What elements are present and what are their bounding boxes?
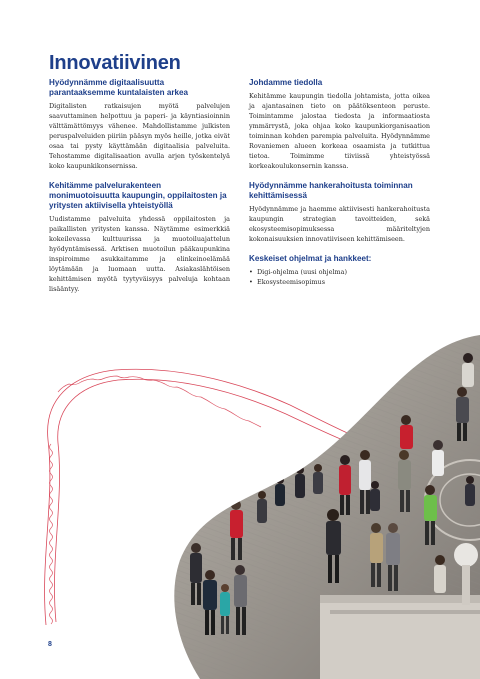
bullet-icon: • xyxy=(249,268,253,276)
list-item-text: Digi-ohjelma (uusi ohjelma) xyxy=(257,268,348,276)
section-body-project-funding: Hyödynnämme ja haemme aktiivisesti hankerahoitusta kaupungin strategian tavoitteiden, sekä ekosysteemisopimuksessa määriteltyjen kokonaisuuksien innovatiiviseen kehittämiseen. xyxy=(249,205,430,243)
section-body-service-structure: Uudistamme palveluita yhdessä oppilaitosten ja paikallisten yritysten kanssa. Näytämme esimerkkiä kokeilevassa kulttuurissa ja muotoiluajattelun hyödyntämisessä. Arktisen muotoilun pääkaupunkina inspiroimme asukkaitamme ja elinkeinoelämää löytämään ja luomaan uutta. Asiakaslähtöisen kehittämisen myötä tyytyväisyys palveluja kohtaan lisääntyy. xyxy=(49,215,230,293)
page-title: Innovatiivinen xyxy=(49,52,181,74)
crowd-photo xyxy=(150,330,480,679)
right-column xyxy=(249,78,430,287)
section-heading-digital: Hyödynnämme digitaalisuutta parantaaksemme kuntalaisten arkea xyxy=(49,78,189,97)
left-column xyxy=(49,78,230,304)
section-heading-service-structure: Kehitämme palvelurakenteen monimuotoisuutta kaupungin, oppilaitosten ja yritysten aktiivisella yhteistyöllä xyxy=(49,181,227,210)
bullet-icon: • xyxy=(249,278,253,286)
section-heading-project-funding: Hyödynnämme hankerahoitusta toiminnan kehittämisessä xyxy=(249,181,413,200)
section-body-digital: Digitalisten ratkaisujen myötä palvelujen saavuttaminen helpottuu ja paperi- ja käyntiasioinnin välttämättömyys vähenee. Mahdollistamme julkisten peruspalveluiden piiriin pääsyn myös heille, jotka eivät osaa tai pysty käyttämään digitaalisia palveluita. Tehostamme digitalisaation avulla arjen työskentelyä koko kaupunkikonsernissa. xyxy=(49,102,230,170)
key-programs-list xyxy=(249,267,430,287)
section-heading-knowledge: Johdamme tiedolla xyxy=(249,78,323,87)
list-item xyxy=(249,267,430,277)
section-heading-key-programs: Keskeiset ohjelmat ja hankkeet: xyxy=(249,254,372,263)
list-item xyxy=(249,277,430,287)
list-item-text: Ekosysteemisopimus xyxy=(257,278,326,286)
section-body-knowledge: Kehitämme kaupungin tiedolla johtamista, jotta oikea ja ajantasainen tieto on päätöksenteon peruste. Toimintamme jalostaa tiedosta ja informaatiosta ymmärrystä, joka ohjaa koko kaupunkiorganisaation toiminnan kohden parempia palveluita. Hyödynnämme Rovaniemen alueen korkeaa osaamista ja tutkittua tietoa. Toimimme tiiviissä yhteistyössä korkeakoulukonsernin kanssa. xyxy=(249,92,430,170)
page-number: 8 xyxy=(48,641,52,648)
